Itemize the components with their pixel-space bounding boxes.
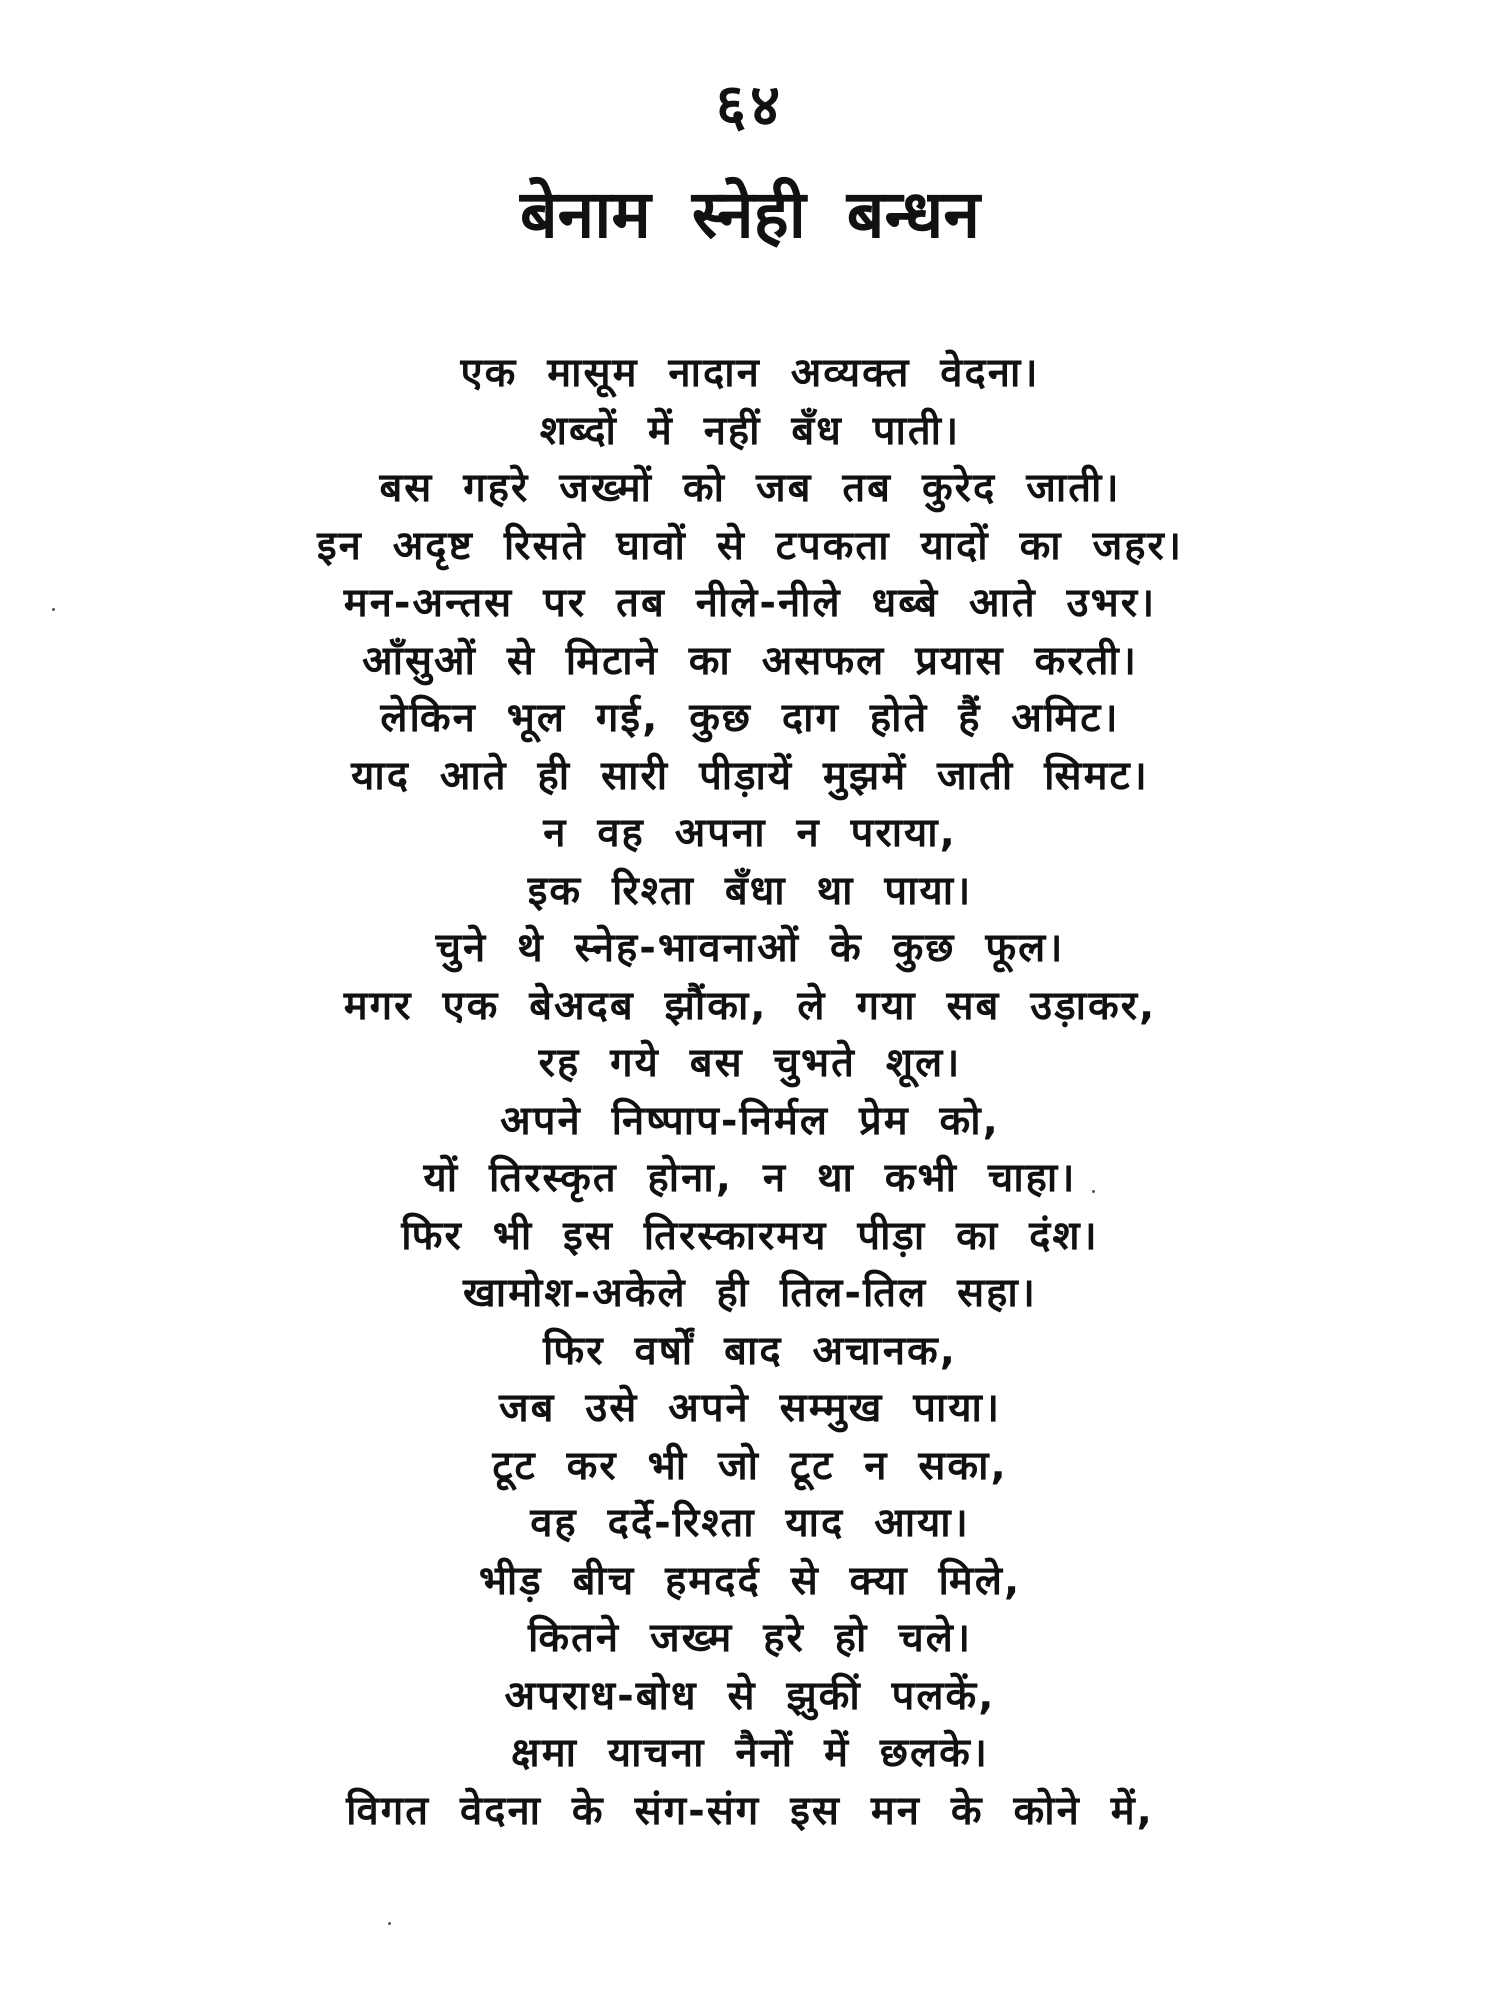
poem-line: रह गये बस चुभते शूल। — [538, 1040, 962, 1086]
poem-title: बेनाम स्नेही बन्धन — [519, 176, 980, 253]
poem-line: मगर एक बेअदब झौंका, ले गया सब उड़ाकर, — [343, 982, 1157, 1029]
page-number: ६४ — [715, 71, 785, 139]
poem-line: इन अदृष्ट रिसते घावों से टपकता यादों का जहर। — [316, 522, 1184, 569]
poem-line: अपने निष्पाप-निर्मल प्रेम को, — [500, 1097, 1000, 1144]
poem-line: जब उसे अपने सम्मुख पाया। — [498, 1385, 1002, 1431]
poem-line: आँसुओं से मिटाने का असफल प्रयास करती। — [362, 637, 1138, 684]
poem-line: विगत वेदना के संग-संग इस मन के कोने में, — [346, 1787, 1154, 1834]
scan-speck — [1092, 1190, 1095, 1193]
poem-line: चुने थे स्नेह-भावनाओं के कुछ फूल। — [435, 925, 1065, 971]
poem-line: लेकिन भूल गई, कुछ दाग होते हैं अमिट। — [380, 695, 1120, 741]
poem-line: यों तिरस्कृत होना, न था कभी चाहा। — [423, 1155, 1077, 1201]
poem-line: खामोश-अकेले ही तिल-तिल सहा। — [463, 1270, 1037, 1316]
poem-line: वह दर्दे-रिश्ता याद आया। — [530, 1500, 970, 1546]
poem-line: न वह अपना न पराया, — [543, 810, 957, 856]
poem-line: फिर भी इस तिरस्कारमय पीड़ा का दंश। — [401, 1212, 1099, 1259]
poem-line: टूट कर भी जो टूट न सका, — [492, 1442, 1008, 1489]
poem-line: अपराध-बोध से झुकीं पलकें, — [504, 1672, 996, 1719]
poem-line: एक मासूम नादान अव्यक्त वेदना। — [460, 350, 1040, 396]
poem-line: मन-अन्तस पर तब नीले-नीले धब्बे आते उभर। — [343, 580, 1157, 626]
poem-line: याद आते ही सारी पीड़ायें मुझमें जाती सिमट। — [351, 752, 1149, 799]
poem-line: फिर वर्षों बाद अचानक, — [543, 1327, 957, 1374]
scan-speck — [52, 608, 55, 611]
poem-line: क्षमा याचना नैनों में छलके। — [511, 1730, 989, 1776]
poem-body — [120, 345, 1380, 1840]
poem-line: भीड़ बीच हमदर्द से क्या मिले, — [478, 1557, 1022, 1604]
poem-line: कितने जख्म हरे हो चले। — [527, 1615, 973, 1661]
poem-line: शब्दों में नहीं बँध पाती। — [539, 407, 961, 454]
poem-line: बस गहरे जख्मों को जब तब कुरेद जाती। — [379, 465, 1121, 511]
poem-line: इक रिश्ता बँधा था पाया। — [527, 867, 973, 914]
scan-speck — [388, 1922, 391, 1925]
